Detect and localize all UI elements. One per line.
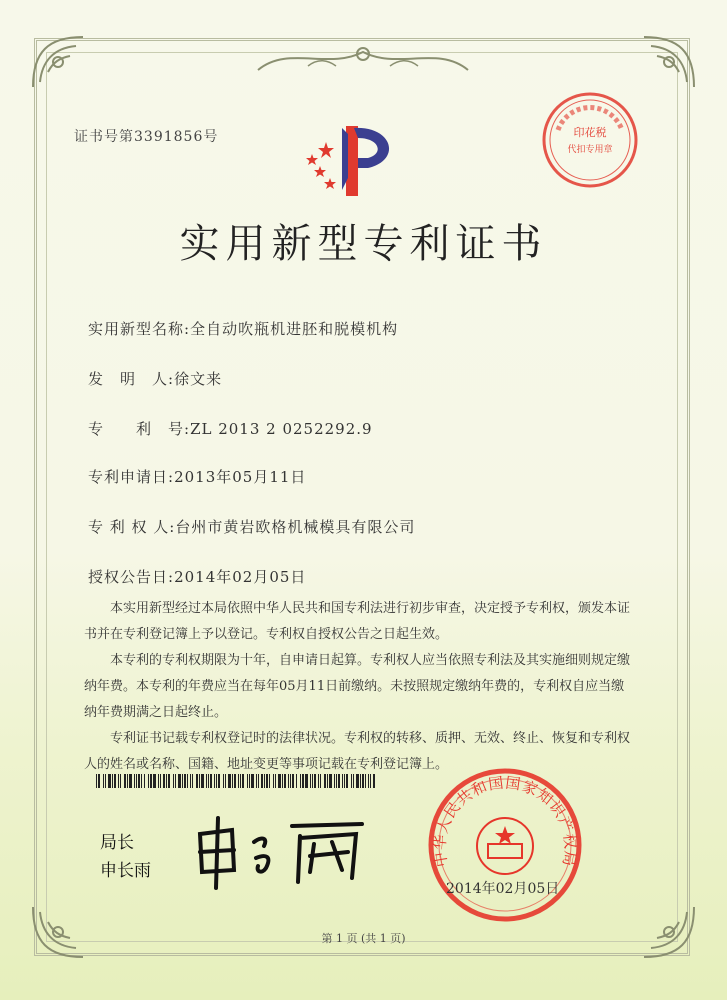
- field-grant-date: [88, 566, 306, 587]
- barcode-bar: [264, 774, 265, 788]
- barcode-bar: [370, 774, 371, 788]
- field-label: 发 明 人:: [88, 370, 175, 388]
- barcode-bar: [148, 774, 149, 788]
- field-value: 2014年02月05日: [174, 568, 307, 586]
- barcode-bar: [187, 774, 188, 788]
- field-value: 徐文来: [174, 370, 223, 388]
- barcode-bar: [218, 774, 220, 788]
- barcode-bar: [175, 774, 176, 788]
- barcode-bar: [163, 774, 165, 788]
- barcode-bar: [216, 774, 217, 788]
- page-number: 第 1 页 (共 1 页): [321, 932, 406, 945]
- barcode-bar: [365, 774, 366, 788]
- barcode-bar: [192, 774, 193, 788]
- barcode-bar: [232, 774, 233, 788]
- barcode-bar: [114, 774, 116, 788]
- barcode-bar: [344, 774, 345, 788]
- field-value: 2013年05月11日: [174, 468, 307, 486]
- barcode-bar: [120, 774, 121, 788]
- barcode-bar: [150, 774, 152, 788]
- barcode-bar: [173, 774, 174, 788]
- issue-date: 2014年02月05日: [446, 881, 560, 897]
- barcode: [96, 774, 398, 788]
- barcode-bar: [256, 774, 257, 788]
- barcode-bar: [168, 774, 170, 788]
- barcode-bar: [214, 774, 215, 788]
- field-value: 台州市黄岩欧格机械模具有限公司: [175, 518, 416, 536]
- corner-ornament-icon: [28, 32, 98, 92]
- barcode-bar: [201, 774, 204, 788]
- barcode-bar: [105, 774, 106, 788]
- body-paragraph: 本专利的专利权期限为十年，自申请日起算。专利权人应当依照专利法及其实施细则规定缴纳年费。本专利的年费应当在每年05月11日前缴纳。未按照规定缴纳年费的，专利权自应当缴纳年费期满之日起终止。: [84, 653, 631, 720]
- barcode-bar: [290, 774, 291, 788]
- barcode-bar: [238, 774, 239, 788]
- barcode-bar: [284, 774, 286, 788]
- barcode-bar: [275, 774, 276, 788]
- barcode-bar: [334, 774, 335, 788]
- barcode-bar: [103, 774, 104, 788]
- barcode-bar: [228, 774, 231, 788]
- barcode-bar: [184, 774, 186, 788]
- barcode-bar: [247, 774, 248, 788]
- barcode-bar: [190, 774, 191, 788]
- field-patent-number: [88, 418, 373, 439]
- barcode-bar: [166, 774, 167, 788]
- barcode-bar: [160, 774, 161, 788]
- barcode-bar: [356, 774, 359, 788]
- field-patentee: [88, 516, 415, 537]
- barcode-bar: [305, 774, 308, 788]
- barcode-bar: [225, 774, 226, 788]
- barcode-bar: [223, 774, 224, 788]
- signatory-title: 局长: [100, 833, 134, 853]
- field-label: 实用新型名称:: [88, 320, 191, 338]
- barcode-bar: [136, 774, 137, 788]
- barcode-bar: [288, 774, 289, 788]
- field-label: 专利申请日:: [88, 468, 175, 486]
- body-paragraph: 专利证书记载专利权登记时的法律状况。专利权的转移、质押、无效、终止、恢复和专利权人的姓名或名称、国籍、地址变更等事项记载在专利登记簿上。: [84, 731, 631, 772]
- barcode-bar: [242, 774, 244, 788]
- field-label: 专 利 号:: [88, 420, 191, 438]
- barcode-bar: [320, 774, 321, 788]
- barcode-bar: [240, 774, 241, 788]
- barcode-bar: [206, 774, 207, 788]
- barcode-bar: [141, 774, 142, 788]
- barcode-bar: [208, 774, 209, 788]
- barcode-bar: [300, 774, 301, 788]
- barcode-bar: [138, 774, 140, 788]
- top-scroll-ornament-icon: [248, 40, 478, 80]
- barcode-bar: [196, 774, 198, 788]
- corner-ornament-icon: [629, 32, 699, 92]
- field-value: ZL 2013 2 0252292.9: [190, 420, 373, 438]
- signatory-name: 申长雨: [100, 861, 151, 881]
- barcode-bar: [98, 774, 100, 788]
- barcode-bar: [302, 774, 304, 788]
- barcode-bar: [144, 774, 145, 788]
- barcode-bar: [336, 774, 337, 788]
- barcode-bar: [282, 774, 283, 788]
- barcode-bar: [314, 774, 316, 788]
- barcode-bar: [368, 774, 369, 788]
- barcode-bar: [249, 774, 250, 788]
- barcode-bar: [210, 774, 212, 788]
- field-value: 全自动吹瓶机进胚和脱模机构: [190, 320, 399, 338]
- barcode-bar: [234, 774, 236, 788]
- barcode-bar: [318, 774, 319, 788]
- national-ip-office-seal-icon: [424, 764, 586, 926]
- barcode-bar: [266, 774, 268, 788]
- barcode-bar: [327, 774, 328, 788]
- barcode-bar: [310, 774, 311, 788]
- barcode-bar: [351, 774, 352, 788]
- barcode-bar: [129, 774, 132, 788]
- barcode-bar: [96, 774, 97, 788]
- body-paragraph: 本实用新型经过本局依照中华人民共和国专利法进行初步审查，决定授予专利权，颁发本证书并在专利登记簿上予以登记。专利权自授权公告之日起生效。: [84, 601, 631, 642]
- barcode-bar: [251, 774, 254, 788]
- tax-stamp-seal-icon: [540, 90, 640, 190]
- patent-office-logo-icon: [298, 118, 408, 200]
- barcode-bar: [182, 774, 183, 788]
- barcode-bar: [261, 774, 263, 788]
- certificate-body: [84, 596, 630, 778]
- page-title: 实用新型专利证书: [179, 221, 548, 267]
- svg-text:代扣专用章: 代扣专用章: [567, 145, 613, 155]
- barcode-bar: [199, 774, 200, 788]
- barcode-bar: [134, 774, 135, 788]
- barcode-bar: [153, 774, 156, 788]
- field-label: 授权公告日:: [88, 568, 175, 586]
- barcode-bar: [118, 774, 119, 788]
- barcode-bar: [342, 774, 343, 788]
- barcode-bar: [360, 774, 361, 788]
- handwritten-signature-icon: [192, 812, 382, 892]
- barcode-bar: [324, 774, 326, 788]
- barcode-bar: [296, 774, 297, 788]
- barcode-bar: [178, 774, 181, 788]
- barcode-bar: [292, 774, 294, 788]
- barcode-bar: [112, 774, 113, 788]
- field-label: 专 利 权 人:: [88, 518, 176, 536]
- field-application-date: [88, 466, 306, 487]
- svg-text:中华人民共和国国家知识产权局: 中华人民共和国国家知识产权局: [430, 773, 580, 869]
- barcode-bar: [158, 774, 159, 788]
- certificate-number: 证书号第3391856号: [74, 129, 219, 145]
- barcode-bar: [373, 774, 375, 788]
- field-utility-model-name: [88, 318, 398, 339]
- barcode-bar: [338, 774, 340, 788]
- svg-text:印花税: 印花税: [573, 126, 607, 139]
- barcode-bar: [269, 774, 270, 788]
- barcode-bar: [346, 774, 348, 788]
- barcode-bar: [353, 774, 354, 788]
- field-inventor: [88, 368, 222, 389]
- barcode-bar: [127, 774, 128, 788]
- barcode-bar: [362, 774, 364, 788]
- barcode-bar: [329, 774, 332, 788]
- barcode-bar: [108, 774, 111, 788]
- barcode-bar: [124, 774, 126, 788]
- barcode-bar: [312, 774, 313, 788]
- barcode-bar: [273, 774, 274, 788]
- barcode-bar: [258, 774, 259, 788]
- barcode-bar: [278, 774, 281, 788]
